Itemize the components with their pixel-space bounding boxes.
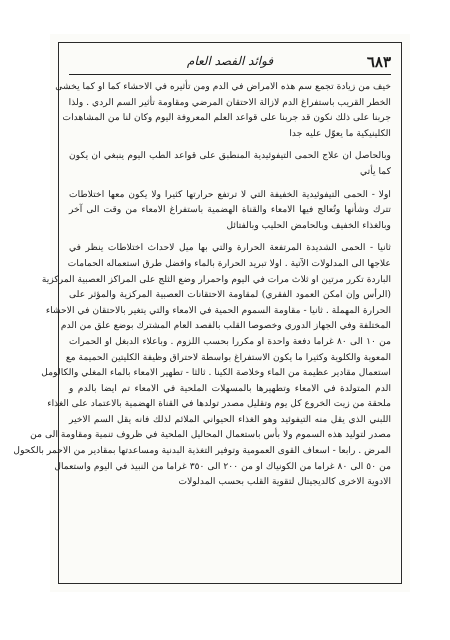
text-line: الحرارة المهملة . ثانيا - مقاومة السموم الحمية في الامعاء والتي يتغير بالاحتقان في الاحشاء: [45, 304, 391, 316]
text-line: (الرأس وإن امكن العمود الفقري) لمقاومة الاحتقانات العصبية المركزية والمؤثر على: [69, 289, 391, 301]
text-line: الخطر القريب باستفراغ الدم لازالة الاحتقان المرضي ومقاومة تأثير السم الردي . ولذا: [68, 96, 391, 108]
paragraph: [13, 240, 391, 490]
text-line: الكلينيكية ما يعوّل عليه جدا: [289, 127, 391, 139]
scanned-page: [13, 34, 410, 592]
text-line: علاجها الى المدلولات الآتية . اولا تبريد الحرارة بالماء وافضل طرق استعماله الحمامات: [67, 257, 391, 269]
text-line: مصدر لتوليد هذه السموم ولا بأس باستعمال المحاليل الملحية في ظروف تنمية ومقاومة الى من: [30, 429, 391, 441]
page-number: ٦٨٣: [366, 53, 391, 71]
text-line: جربنا على ذلك نكون قد جربنا على قواعد العلم المعروفة اليوم وكان لنا من المشاهدات: [62, 112, 391, 124]
text-line: خيف من زيادة تجمع سم هذه الامراض في الدم ومن تأثيره في الاحشاء كما او كما يخشى: [55, 81, 391, 92]
paragraph: [55, 79, 391, 141]
text-line: استعمال مقادير عظيمة من الماء وخلاصة الكينا . ثالثا - تطهير الامعاء بالماء المغلي والكالومل: [41, 367, 391, 379]
text-line: ملحقة من زيت الخروع كل يوم وتقليل مصدر تولدها في القناة الهضمية بالاعتماد على الغذاء: [47, 398, 391, 410]
text-line: المرض . رابعا - اسعاف القوى العمومية وتوفير التغذية البدنية ومساعدتها بمقادير من الاحمر بالكحول: [13, 445, 391, 457]
text-line: كما يأتي: [360, 165, 391, 177]
text-line: وبالغذاء الخفيف وبالحامض الحليب وبالفتائل: [226, 219, 391, 231]
text-line: من ١٠ الى ٨٠ غراما دفعة واحدة او مكررا بحسب اللزوم . وباعلاء الدبغل او الحمرات: [69, 335, 391, 347]
page-border: [13, 42, 402, 584]
text-line: اللبني الذي يقل منه التيفوئيد وهو الغذاء الحيواني الملائم لذلك فانه يقل السم الاخير: [69, 413, 391, 425]
text-line: من ٥٠ الى ٨٠ غراما من الكونياك او من ٢٠٠ الى ٣٥٠ غراما من النبيذ في اليوم واستعمال: [54, 460, 391, 472]
page-body: [13, 79, 391, 571]
text-line: الباردة تكرر مرتين او ثلاث مرات في اليوم واحمرار وضع الثلج على المراكز العصبية المركزية: [41, 273, 391, 285]
paragraph: [69, 148, 391, 179]
text-line: اولا - الحمى التيفوئيدية الخفيفة التي لا ترتفع حرارتها كثيرا ولا يكون معها اختلاطات: [69, 188, 391, 200]
page-header: [67, 53, 393, 73]
text-line: وبالحاصل ان علاج الحمى التيفوئيدية المنطبق على قواعد الطب اليوم ينبغي ان يكون: [69, 150, 391, 162]
header-rule: [69, 74, 391, 75]
text-line: الادوية الاخرى كالديجيتال لتقوية القلب بحسب المدلولات: [178, 476, 391, 488]
text-line: المعوية والكلوية وكثيرا ما يكون الاستفراغ بواسطة لاحتراق وظيفة الكليتين الحميمة مع: [65, 351, 391, 363]
text-line: المختلفة وفي الجهاز الدوري وخصوصا القلب بالفصد العام المشترك بوضع علق من الدم: [60, 320, 391, 332]
text-line: ثانيا - الحمى الشديدة المرتفعة الحرارة والتي بها ميل لاحداث اختلاطات ينظر في: [69, 242, 391, 254]
text-line: الدم المتولدة في الامعاء وتطهيرها بالمسهلات الملحية في الامعاء تم ايضا بالدم و: [69, 382, 391, 394]
running-title: فوائد الفصد العام: [186, 54, 274, 68]
text-line: تترك وشأنها وتُعالج فيها الامعاء والقناة الهضمية باستفراغ الامعاء من وقت الى آخر: [69, 204, 391, 216]
paragraph: [69, 187, 391, 234]
